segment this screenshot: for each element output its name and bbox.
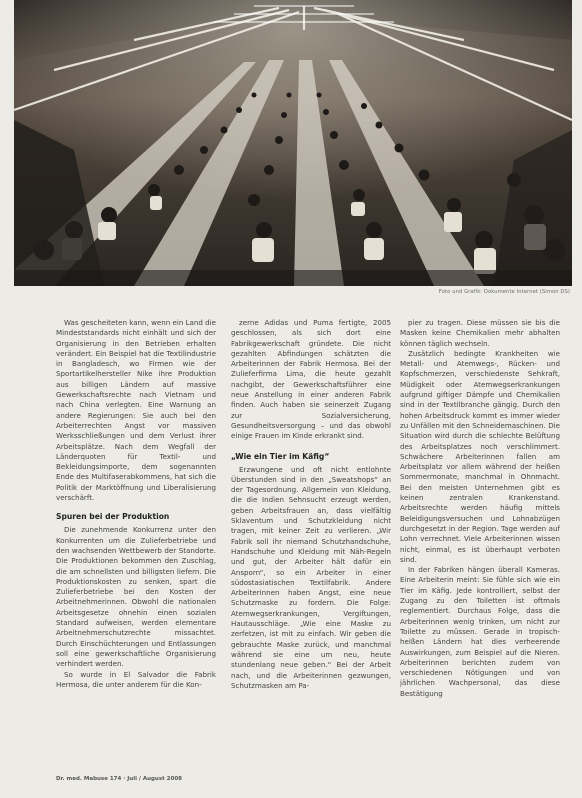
photo-credit: Foto und Grafik: Dokumente Internet (Simon DS) xyxy=(438,289,570,295)
paragraph: Erzwungene und oft nicht entlohnte Überstunden sind in den „Sweatshops“ an der Tagesordnung. Allgemein von Kleidung, die die Indien Sehnsucht erzeugt werden, geben Arbeitsfrauen an, dass vielfältig Sklaventum und Schutzkleidung nicht tragen, mit keiner Zeit zu verlieren. „Wir Fabrik soll ihr niemand Schutzhandschuhe, Handschuhe und Kleidung mit Näh-Regeln und gut, der Arbeiter hält dafür ein Ansporn“, so ein Arbeiter in einer südostasiatischen Textilfabrik. Andere Arbeiterinnen haben Angst, eine neue Schutzmaske zu fordern. Die Folge: Atemwegserkrankungen, Vergiftungen, Hautausschläge. „Wie eine Maske zu zerfetzen, ist mit zu einfach. Wir geben die gebrauchte Maske zurück, und manchmal während sie eine um neu, heute stundenlang neue geben.“ Bei der Arbeit nach, und die Arbeiterinnen gezwungen, Schutzmasken am Pa- xyxy=(231,464,391,690)
text-column-1 xyxy=(56,318,216,760)
paragraph: Was gescheiteten kann, wenn ein Land die Mindeststandards nicht einhält und sich der Organisierung in den Betrieben erhalten verändert. Ein Beispiel hat die Textilindustrie in Bangladesch, wo Firmen wie der Sportartikelhersteller Nike ihre Produktion aus billigen Ländern auf massive Gewerkschaftsrechte nach Vietnam und nach China verlegten. Eine Warnung an andere Regierungen: Sie auch bei den Arbeiterrechten Angst vor massiven Werksschließungen und dem Verlust ihrer Arbeitsplätze. Nach dem Wegfall der Länderquoten für Textil- und Bekleidungsimporte, dem sogenannten Ende des Multifaserabkommens, hat sich die Politik der Marktöffnung und Liberalisierung verschärft. xyxy=(56,318,216,503)
paragraph: Zusätzlich bedingte Krankheiten wie Metall- und Atemwegs-, Rücken- und Kopfschmerzen, verschiedenste Sehkraft, Müdigkeit oder Atemwegserkrankungen aufgrund giftiger Dämpfe und Chemikalien sind in der Textilbranche gängig. Durch den hohen Arbeitsdruck kommt es immer wieder zu Unfällen mit den Schneidemaschinen. Die Situation wird durch die schlechte Belüftung des Arbeitsplatzes noch verschlimmert. Schwächere Arbeiterinnen fallen am Arbeitsplatz vor allem während der heißen Sommermonate, manchmal in Ohnmacht. Bei den meisten Unternehmen gibt es keinen zentralen Krankenstand. Arbeitsrechte werden häufig mittels Beleidigungsversuchen und Lohnabzügen durchgesetzt in der Region. Tage werden auf Lohn verrechnet. Viele Arbeiterinnen wissen nicht, einmal, es ist überhaupt verboten sind. xyxy=(400,348,560,564)
text-column-2 xyxy=(231,318,391,760)
paragraph: pier zu tragen. Diese müssen sie bis die Masken keine Chemikalien mehr abhalten können täglich wechseln. xyxy=(400,318,560,348)
paragraph: So wurde in El Salvador die Fabrik Hermosa, die unter anderem für die Kon- xyxy=(56,669,216,689)
paragraph: In der Fabriken hängen überall Kameras. Eine Arbeiterin meint: Sie fühle sich wie ein Tier im Käfig. Jede kontrolliert, selbst der Zugang zu den Toiletten ist oftmals reglementiert. Durchaus Folge, dass die Arbeiterinnen wenig trinken, um nicht zur Toilette zu müssen. Gerade in tropisch-heißen Ländern hat dies verheerende Auswirkungen, zum Beispiel auf die Nieren. Arbeiterinnen berichten zudem von verschiedenen Nötigungen und von jährlichen Wachpersonal, das diese Bestätigung xyxy=(400,565,560,698)
section-heading: „Wie ein Tier im Käfig“ xyxy=(231,451,330,461)
page-footer: Dr. med. Mabuse 174 · Juli / August 2008 xyxy=(56,776,182,782)
paragraph: Die zunehmende Konkurrenz unter den Konkurrenten um die Zulieferbetriebe und den wachsenden Wettbewerb der Standorte. Die Produktionen bekommen den Zuschlag, die am schnellsten und billigsten liefern. Die Produktionskosten zu senken, spart die Zulieferbetriebe bei den Kosten der Arbeitnehmerinnen. Obwohl die nationalen Arbeitsgesetze ohnehin einen sozialen Standard aufweisen, werden elementare Arbeitnehmerschutzrechte missachtet. Durch Einschüchterungen und Entlassungen soll eine gewerkschaftliche Organisierung verhindert werden. xyxy=(56,525,216,669)
paragraph: zerne Adidas und Puma fertigte, 2005 geschlossen, als sich dort eine Fabrikgewerkschaft gründete. Die nicht gezahlten Abfindungen schätzten die Arbeiterinnen der Fabrik Hermosa. Bei der Zulieferfirma Lima, die heute gezahlt nachgibt, der Gewerkschaftsführer eine neue Anstellung in einer anderen Fabrik finden. Auch haben sie seinerzeit Zugang zur Sozialversicherung, Gesundheitsversorgung – und das obwohl einige Frauen im Kinde erkrankt sind. xyxy=(231,318,391,441)
section-heading: Spuren bei der Produktion xyxy=(56,512,170,522)
factory-photo xyxy=(14,0,572,286)
text-column-3 xyxy=(400,318,560,760)
